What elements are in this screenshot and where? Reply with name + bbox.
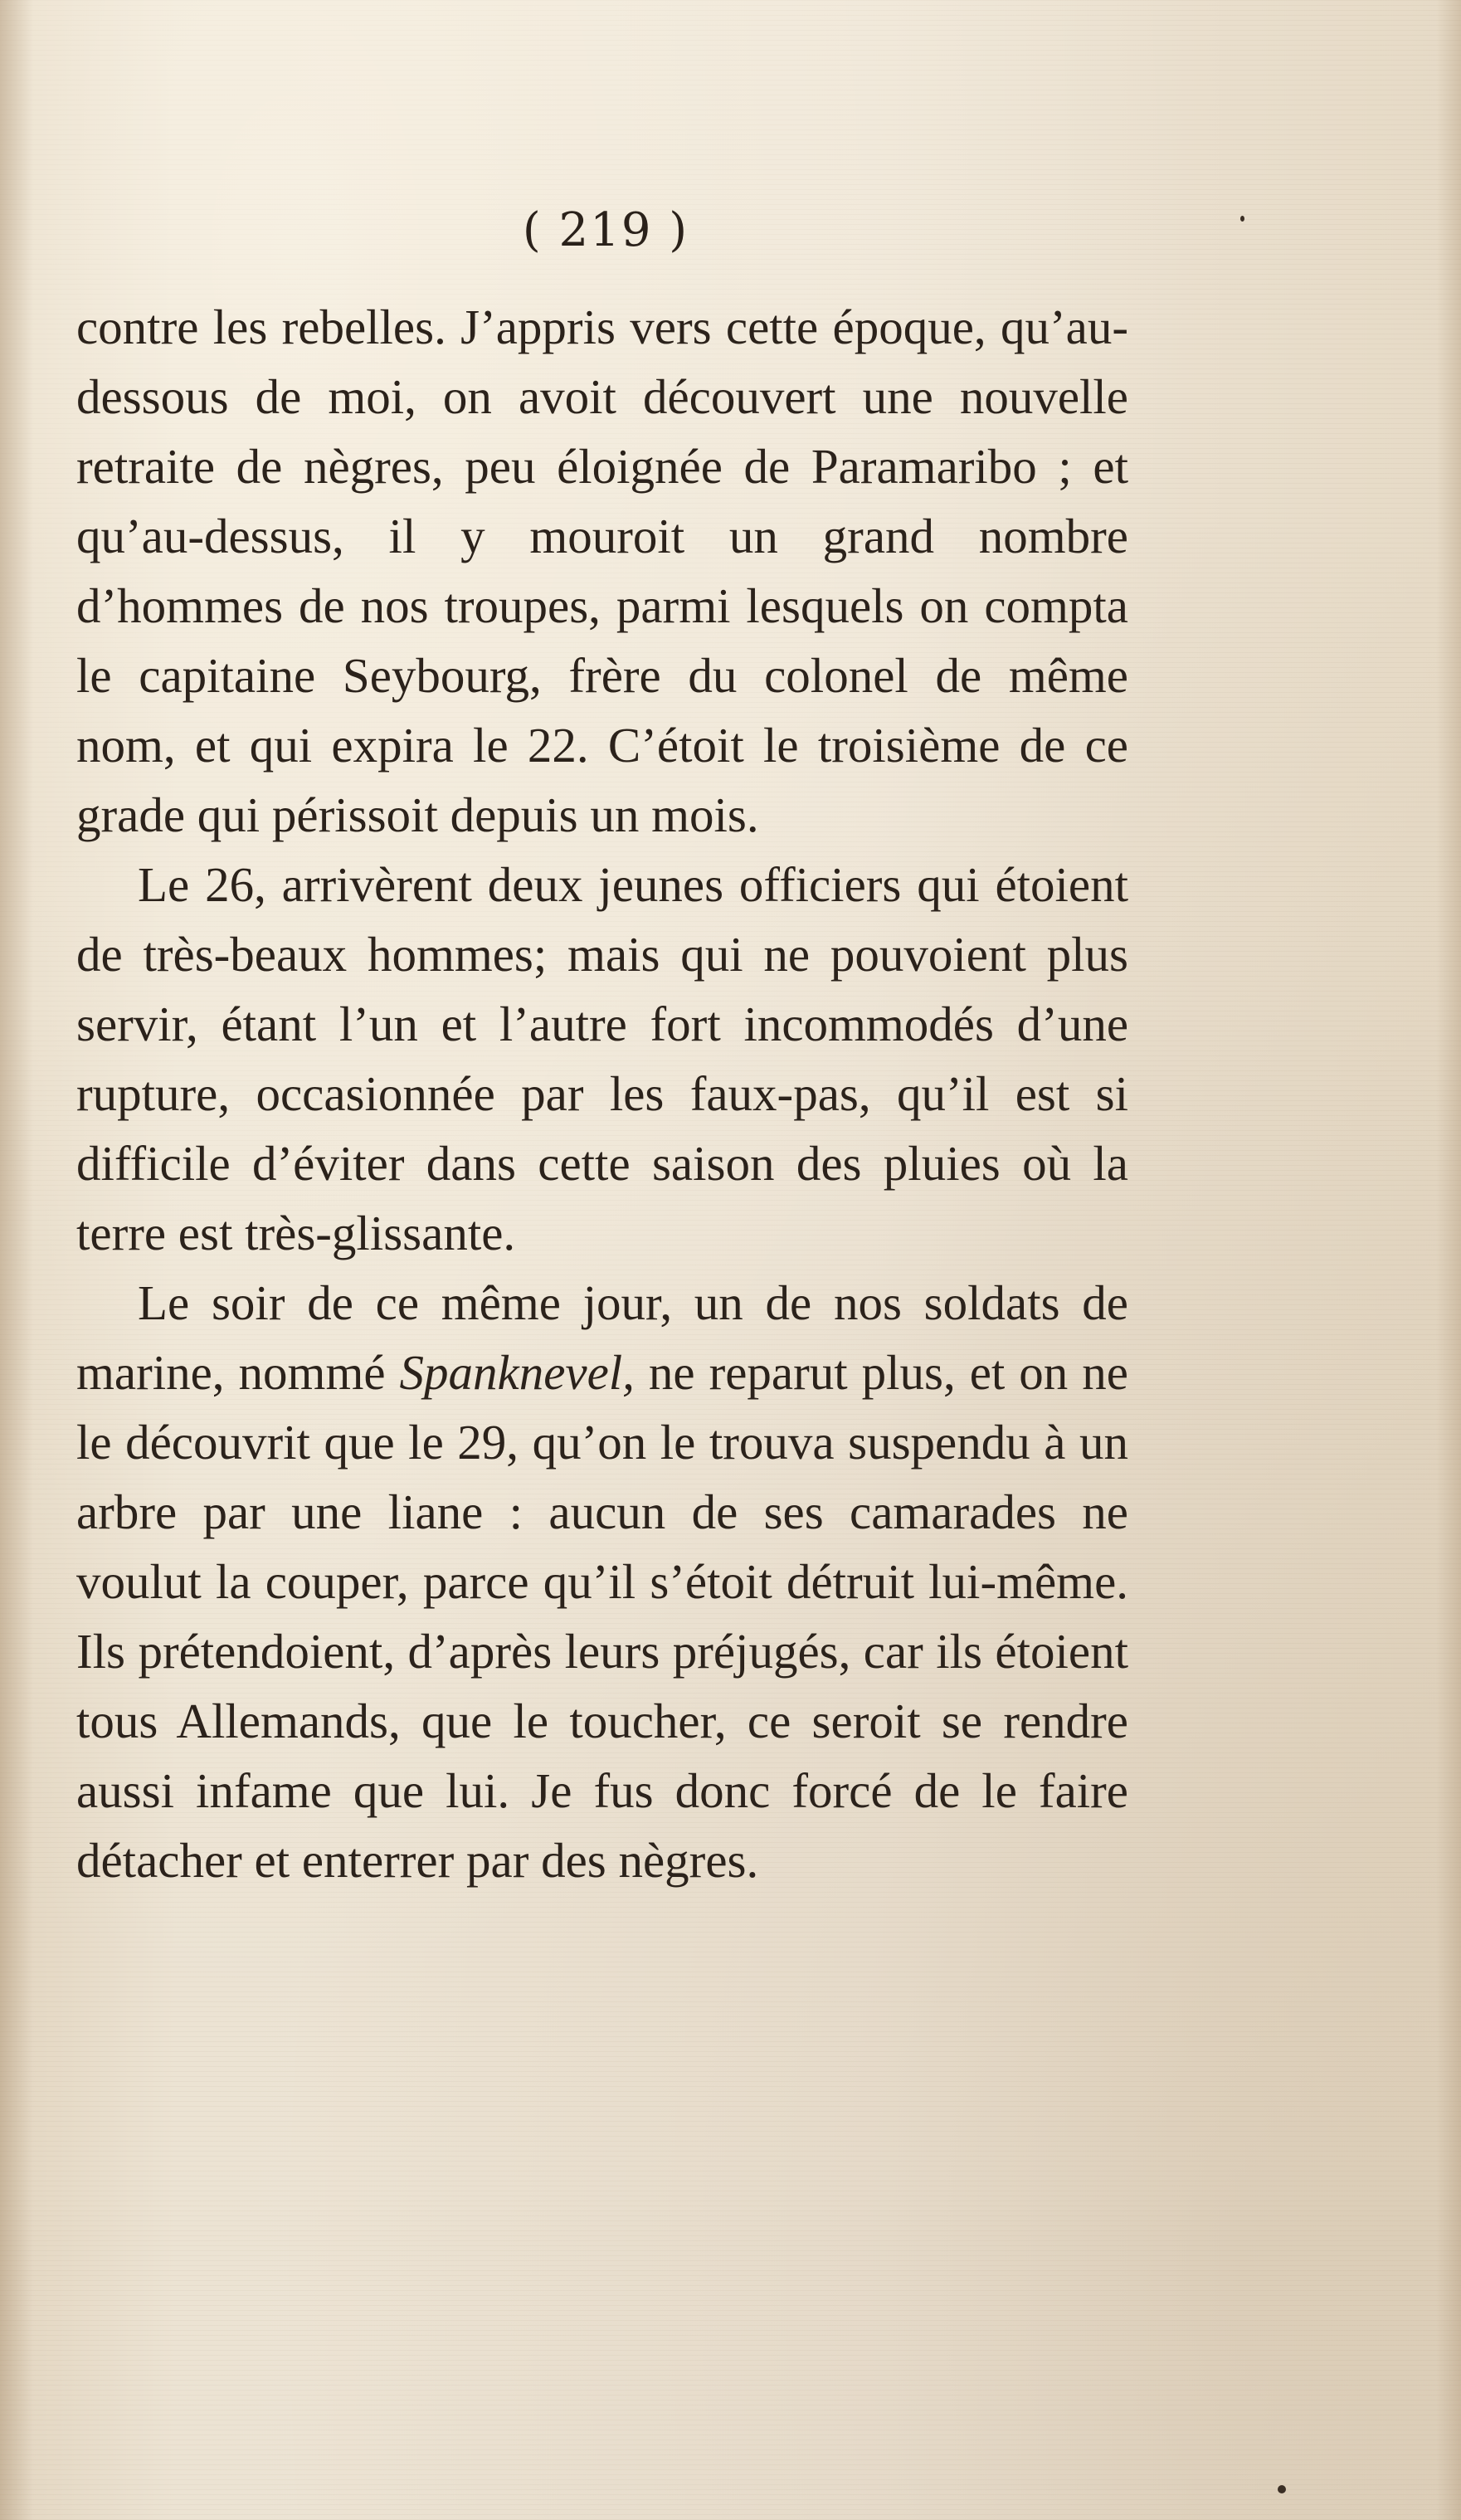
page-edge-right xyxy=(1436,0,1461,2520)
ink-speck xyxy=(1278,2485,1286,2493)
page-edge-left xyxy=(0,0,33,2520)
paragraph-2: Le 26, arrivèrent deux jeunes officiers qui étoient de très-beaux hommes; mais qui ne pouvoient plus servir, étant l’un et l’autre fort incommodés d’une rupture, occasionnée par les faux-pas, qu’il est si difficile d’éviter dans cette saison des pluies où la terre est très-glissante. xyxy=(76,857,1128,1260)
paragraph-1: contre les rebelles. J’appris vers cette époque, qu’au-dessous de moi, on avoit découvert une nouvelle retraite de nègres, peu éloignée de Paramaribo ; et qu’au-dessus, il y mouroit un grand nombre d’hommes de nos troupes, parmi lesquels on compta le capitaine Seybourg, frère du colonel de même nom, et qui expira le 22. C’étoit le troisième de ce grade qui périssoit depuis un mois. xyxy=(76,300,1128,842)
ink-speck xyxy=(1240,216,1244,222)
paragraph-3-before: Le soir de ce même jour, un de nos soldats de marine, nommé xyxy=(76,1275,1128,1400)
body-text xyxy=(76,292,1128,1895)
soldier-name: Spanknevel, xyxy=(399,1345,635,1400)
page-number: ( 219 ) xyxy=(522,203,689,257)
paragraph-3 xyxy=(76,1268,1128,1895)
paragraph-3-after: ne reparut plus, et on ne le découvrit que le 29, qu’on le trouva suspendu à un arbre par une liane : aucun de ses camarades ne voulut la couper, parce qu’il s’étoit détruit lui-même. Ils prétendoient, d’après leurs préjugés, car ils étoient tous Allemands, que le toucher, ce seroit se rendre aussi infame que lui. Je fus donc forcé de le faire détacher et enterrer par des nègres. xyxy=(76,1345,1128,1888)
